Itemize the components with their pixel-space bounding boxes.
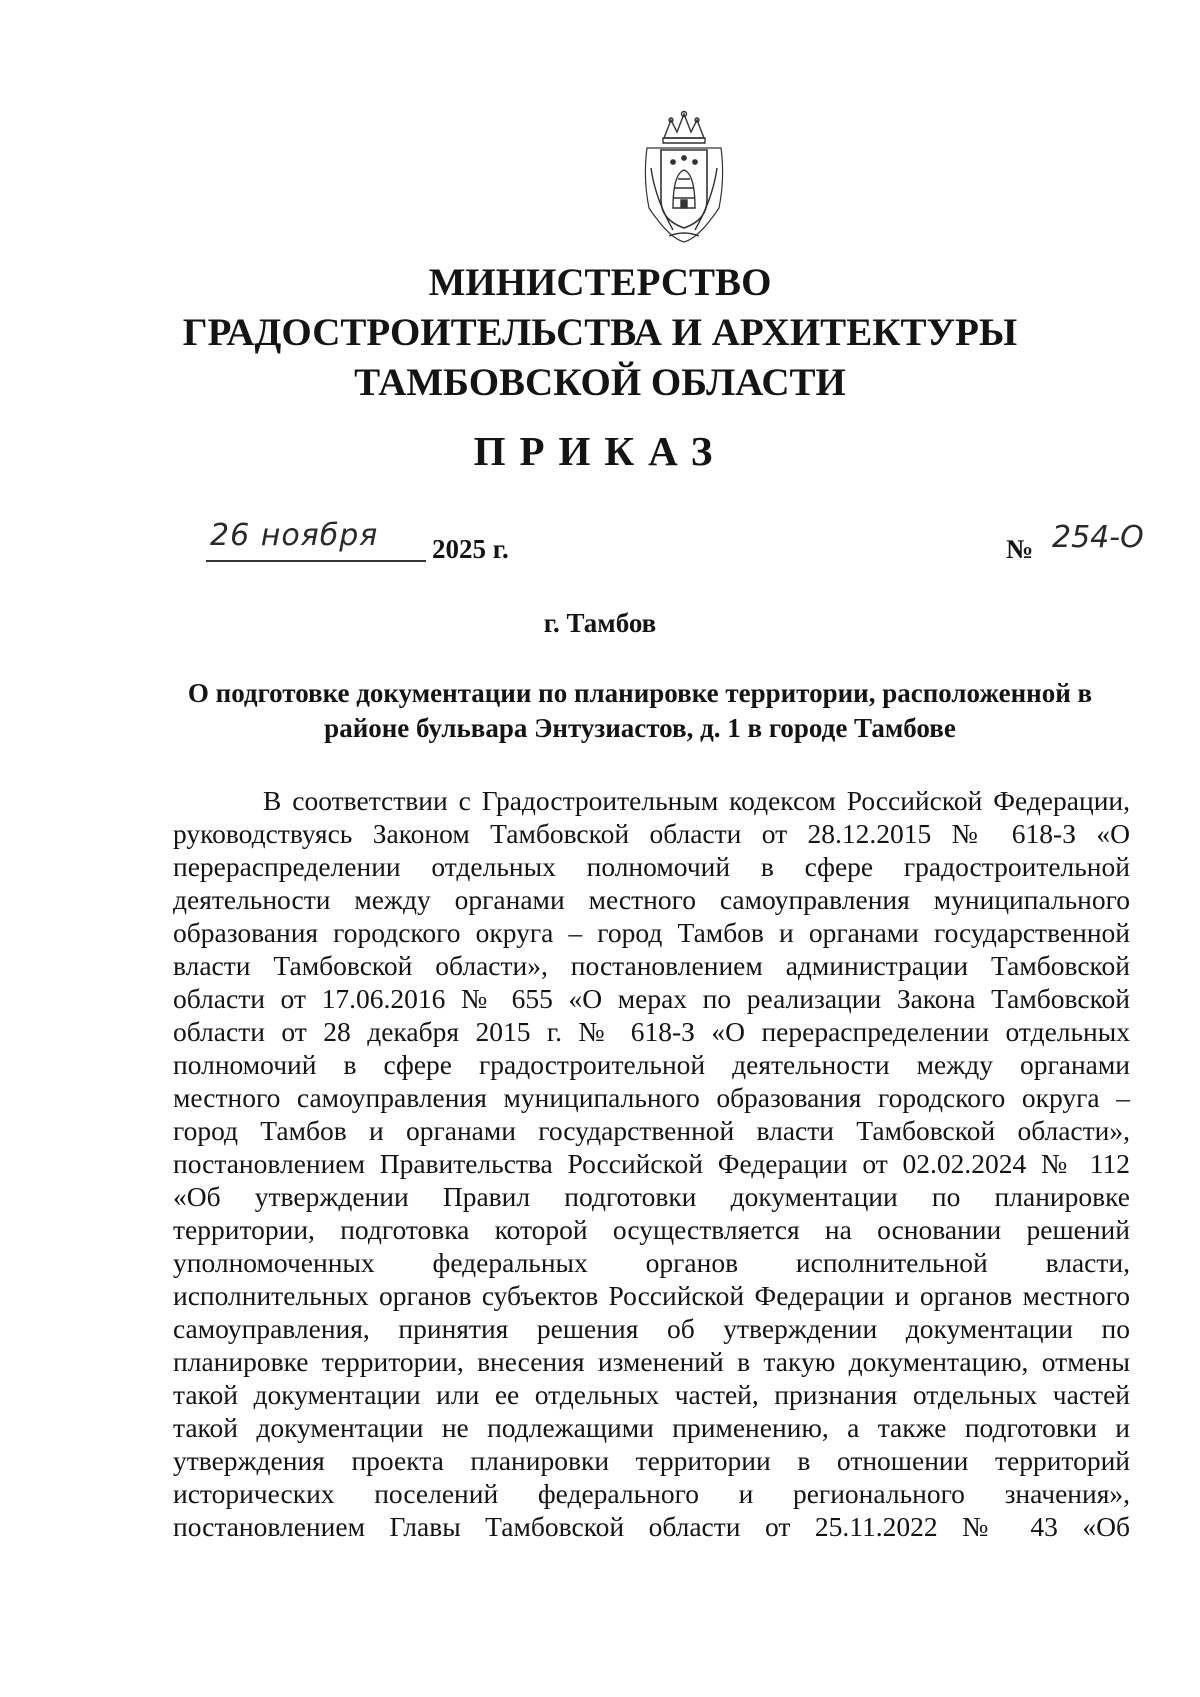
- ministry-name: [100, 258, 1100, 408]
- body-line: власти Тамбовской области», постановлением администрации Тамбовской: [173, 950, 1130, 981]
- tambov-coat-of-arms-icon: [629, 108, 739, 248]
- body-line: исторических поселений федерального и регионального значения»,: [173, 1478, 1130, 1509]
- date-underline: [206, 560, 426, 562]
- subject-line: районе бульвара Энтузиастов, д. 1 в городе Тамбове: [324, 713, 956, 743]
- body-line: полномочий в сфере градостроительной деятельности между органами: [173, 1049, 1130, 1080]
- body-line: территории, подготовка которой осуществляется на основании решений: [173, 1214, 1130, 1245]
- document-type-title: ПРИКАЗ: [473, 428, 727, 474]
- body-line: уполномоченных федеральных органов исполнительной власти,: [173, 1247, 1130, 1278]
- body-line: такой документации или ее отдельных частей, признания отдельных частей: [173, 1379, 1130, 1410]
- body-line: постановлением Главы Тамбовской области от 25.11.2022 № 43 «Об: [173, 1511, 1130, 1542]
- body-line: области от 17.06.2016 № 655 «О мерах по реализации Закона Тамбовской: [173, 983, 1130, 1014]
- body-line: области от 28 декабря 2015 г. № 618-З «О перераспределении отдельных: [173, 1016, 1130, 1047]
- body-line: «Об утверждении Правил подготовки документации по планировке: [173, 1181, 1130, 1212]
- body-line: деятельности между органами местного самоуправления муниципального: [173, 884, 1130, 915]
- order-year: 2025 г.: [432, 534, 509, 564]
- handwritten-date: 26 ноября: [210, 518, 379, 553]
- ministry-line: МИНИСТЕРСТВО: [428, 261, 772, 304]
- order-subject: [160, 676, 1120, 746]
- body-line: планировке территории, внесения изменений в такую документацию, отмены: [173, 1346, 1130, 1377]
- body-line: утверждения проекта планировки территории в отношении территорий: [173, 1445, 1130, 1476]
- order-number: [1006, 520, 1166, 570]
- body-line: город Тамбов и органами государственной власти Тамбовской области»,: [173, 1115, 1130, 1146]
- body-line: В соответствии с Градостроительным кодексом Российской Федерации,: [263, 785, 1130, 816]
- ministry-line: ГРАДОСТРОИТЕЛЬСТВА И АРХИТЕКТУРЫ: [182, 311, 1018, 354]
- order-date: [206, 520, 526, 570]
- body-line: самоуправления, принятия решения об утверждении документации по: [173, 1313, 1130, 1344]
- order-body: [173, 784, 1130, 1543]
- body-line: перераспределении отдельных полномочий в сфере градостроительной: [173, 851, 1130, 882]
- handwritten-number: 254-О: [1052, 520, 1144, 555]
- city-name: г. Тамбов: [543, 608, 657, 638]
- ministry-line: ТАМБОВСКОЙ ОБЛАСТИ: [354, 361, 846, 404]
- number-sign: №: [1006, 534, 1034, 564]
- body-line: постановлением Правительства Российской Федерации от 02.02.2024 № 112: [173, 1148, 1130, 1179]
- body-line: руководствуясь Законом Тамбовской области от 28.12.2015 № 618-З «О: [173, 818, 1130, 849]
- body-line: образования городского округа – город Тамбов и органами государственной: [173, 917, 1130, 948]
- body-line: такой документации не подлежащими применению, а также подготовки и: [173, 1412, 1130, 1443]
- body-line: исполнительных органов субъектов Российской Федерации и органов местного: [173, 1280, 1130, 1311]
- subject-line: О подготовке документации по планировке территории, расположенной в: [187, 678, 1093, 708]
- body-line: местного самоуправления муниципального образования городского округа –: [173, 1082, 1130, 1113]
